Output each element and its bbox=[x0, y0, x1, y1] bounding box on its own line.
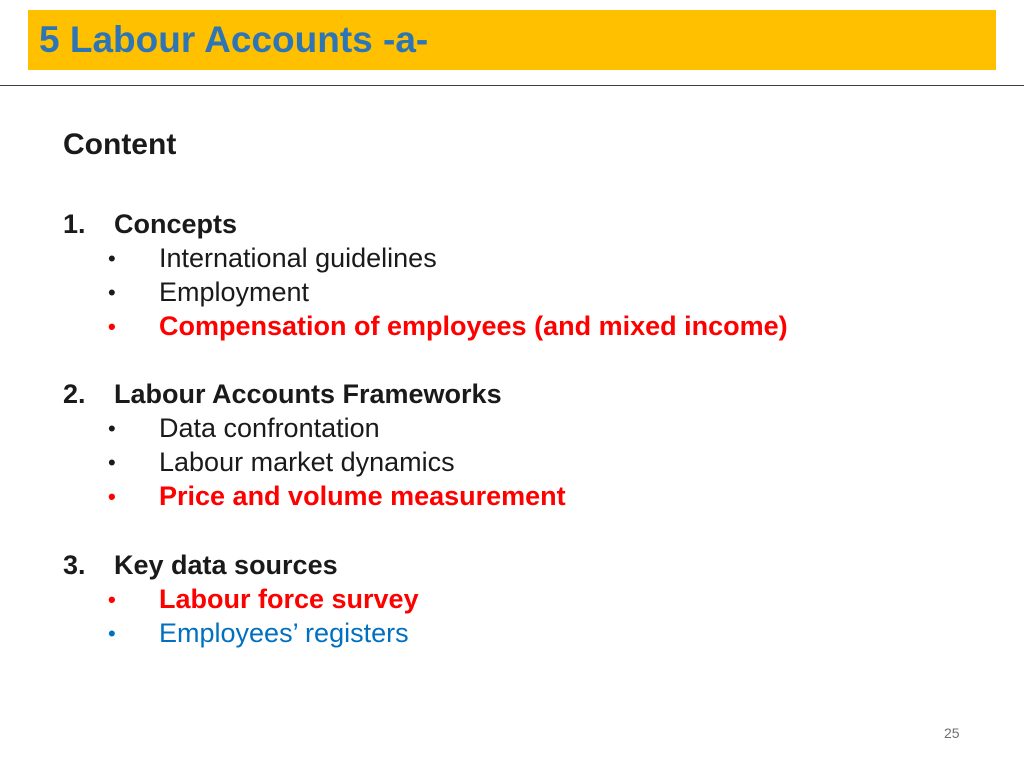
bullet-icon: • bbox=[108, 280, 116, 305]
bullet-icon: • bbox=[108, 246, 116, 271]
list-item: Employment bbox=[159, 277, 310, 307]
section-3-number: 3. bbox=[63, 550, 86, 580]
slide-title: 5 Labour Accounts -a- bbox=[39, 19, 429, 60]
bullet-icon: • bbox=[108, 416, 116, 441]
header-divider bbox=[0, 85, 1024, 86]
list-item-highlighted: Price and volume measurement bbox=[159, 481, 566, 511]
title-bar bbox=[28, 10, 996, 70]
section-2-number: 2. bbox=[63, 379, 86, 409]
list-item: International guidelines bbox=[159, 243, 437, 273]
content-heading: Content bbox=[63, 128, 177, 161]
list-item-link: Employees’ registers bbox=[159, 618, 409, 648]
list-item: Data confrontation bbox=[159, 413, 380, 443]
bullet-icon: • bbox=[108, 587, 116, 612]
section-1-title: Concepts bbox=[114, 209, 238, 239]
bullet-icon: • bbox=[108, 450, 116, 475]
list-item: Labour market dynamics bbox=[159, 447, 455, 477]
bullet-icon: • bbox=[108, 484, 116, 509]
list-item-highlighted: Labour force survey bbox=[159, 584, 419, 614]
page-number: 25 bbox=[944, 725, 960, 741]
section-3-title: Key data sources bbox=[114, 550, 338, 580]
bullet-icon: • bbox=[108, 621, 116, 646]
section-2-title: Labour Accounts Frameworks bbox=[114, 379, 502, 409]
section-1-number: 1. bbox=[63, 209, 86, 239]
list-item-highlighted: Compensation of employees (and mixed income) bbox=[159, 311, 788, 341]
bullet-icon: • bbox=[108, 314, 116, 339]
